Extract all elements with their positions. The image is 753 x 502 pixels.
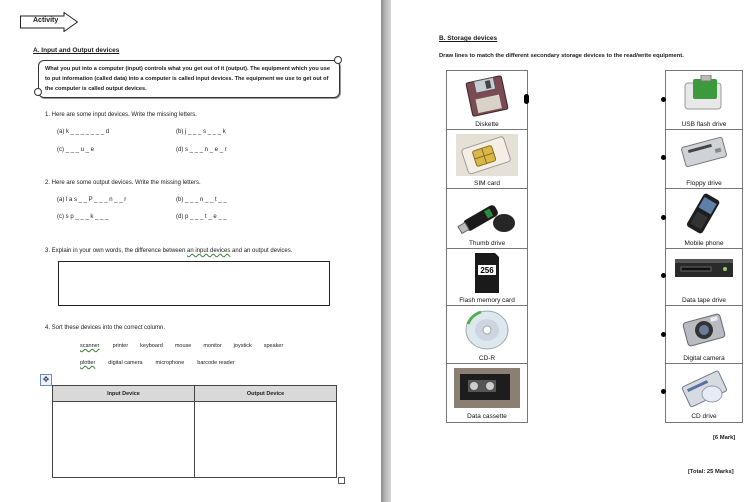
table-move-handle-icon[interactable]: ✥ xyxy=(40,374,52,386)
media-label: Thumb drive xyxy=(468,240,506,247)
q1-item-c: (c) _ _ _ u _ e xyxy=(57,147,95,153)
match-dot-data-tape-drive[interactable] xyxy=(661,273,666,278)
word-bank-item: barcode reader xyxy=(197,360,235,366)
question-1: 1. Here are some input devices. Write the missing letters. xyxy=(45,112,197,118)
scroll-curl-icon xyxy=(334,56,342,64)
media-label: Flash memory card xyxy=(459,297,515,304)
equipment-data-tape-drive xyxy=(665,248,743,307)
intro-scroll-box xyxy=(38,60,340,98)
media-diskette xyxy=(446,70,528,131)
q1-item-b: (b) j _ _ _ s _ _ _ k xyxy=(176,129,226,135)
equipment-cd-drive xyxy=(665,363,743,423)
usb-flash-drive-icon xyxy=(681,75,727,115)
match-dot-mobile-phone[interactable] xyxy=(661,215,666,220)
activity-arrow-label xyxy=(20,12,78,32)
page-gutter xyxy=(381,0,391,502)
equipment-label: CD drive xyxy=(691,413,717,420)
table-resize-handle[interactable] xyxy=(338,477,345,484)
digital-camera-icon xyxy=(679,310,729,350)
q2-item-d: (d) p _ _ _ t _ e _ _ xyxy=(176,214,227,220)
section-b-title: B. Storage devices xyxy=(439,35,498,42)
sort-devices-table xyxy=(52,385,337,478)
data-cassette-icon xyxy=(454,368,520,408)
thumb-drive-icon xyxy=(456,193,518,237)
word-bank-item: scanner xyxy=(80,343,100,349)
output-device-cell[interactable] xyxy=(195,402,337,478)
media-label: CD-R xyxy=(478,355,496,362)
q1-item-d: (d) s _ _ _ n _ e _ r xyxy=(176,147,227,153)
cd-disc-icon xyxy=(465,310,509,350)
word-bank-item: plotter xyxy=(80,360,96,366)
word-bank-item: mouse xyxy=(174,343,192,349)
word-bank-row-1 xyxy=(80,342,283,351)
equipment-label: USB flash drive xyxy=(681,121,727,128)
equipment-mobile-phone xyxy=(665,188,743,250)
media-thumb-drive xyxy=(446,188,528,250)
word-bank-row-2 xyxy=(80,359,235,368)
word-bank-item: keyboard xyxy=(140,343,163,349)
question-4: 4. Sort these devices into the correct column. xyxy=(45,325,166,331)
total-marks: [Total: 25 Marks] xyxy=(688,469,734,475)
q1-item-a: (a) k _ _ _ _ _ _ _ d xyxy=(57,129,110,135)
equipment-usb-flash-drive xyxy=(665,70,743,131)
q3-underlined-term: an input devices xyxy=(186,248,231,254)
header-input-device: Input Device xyxy=(53,386,195,402)
media-cd-r xyxy=(446,305,528,365)
diskette-icon xyxy=(461,75,513,117)
equipment-label: Mobile phone xyxy=(684,240,724,247)
memory-card-icon xyxy=(473,253,501,293)
equipment-label: Digital camera xyxy=(683,355,725,362)
sim-card-icon xyxy=(456,134,518,176)
match-dot-diskette[interactable] xyxy=(524,94,529,104)
word-bank-item: digital camera xyxy=(108,360,143,366)
section-marks: [6 Mark] xyxy=(713,435,736,441)
question-3: 3. Explain in your own words, the difference between an input devices and an output devices. xyxy=(45,248,293,254)
media-sim-card xyxy=(446,129,528,190)
equipment-label: Data tape drive xyxy=(681,297,727,304)
word-bank-item: speaker xyxy=(263,343,284,349)
worksheet-page-right xyxy=(391,0,753,502)
equipment-label: Floppy drive xyxy=(686,180,722,187)
match-dot-usb-flash-drive[interactable] xyxy=(661,97,666,102)
mobile-phone-icon xyxy=(682,193,726,235)
media-label: SIM card xyxy=(473,180,500,187)
match-dot-floppy-drive[interactable] xyxy=(661,155,666,160)
match-dot-digital-camera[interactable] xyxy=(661,332,666,337)
activity-label: Activity xyxy=(33,17,59,24)
section-a-title: A. Input and Output devices xyxy=(33,47,120,54)
word-bank-item: printer xyxy=(112,343,129,349)
media-data-cassette xyxy=(446,363,528,423)
equipment-floppy-drive xyxy=(665,129,743,190)
word-bank-item: microphone xyxy=(155,360,185,366)
svg-text:256: 256 xyxy=(480,266,494,275)
q2-item-a: (a) l a s _ _ P _ _ _ n _ _ r xyxy=(57,197,127,203)
media-label: Diskette xyxy=(475,121,499,128)
input-device-cell[interactable] xyxy=(53,402,195,478)
q2-item-c: (c) s p _ _ _ k _ _ _ xyxy=(57,214,109,220)
media-label: Data cassette xyxy=(467,413,507,420)
intro-text: What you put into a computer (input) controls what you get out of it (output). The equipment which you use to put information (called data) into a computer is called input devices. The equipment we use to get out of the computer is called output devices. xyxy=(45,66,330,92)
section-b-instruction: Draw lines to match the different secondary storage devices to the read/write equipment. xyxy=(439,53,684,59)
header-output-device: Output Device xyxy=(195,386,337,402)
media-flash-memory-card xyxy=(446,248,528,307)
scroll-curl-icon xyxy=(34,88,42,96)
word-bank-item: monitor xyxy=(203,343,222,349)
floppy-drive-icon xyxy=(679,134,729,170)
word-bank-item: joystick xyxy=(233,343,252,349)
tape-drive-icon xyxy=(673,253,735,283)
question-2: 2. Here are some output devices. Write the missing letters. xyxy=(45,180,201,186)
match-dot-cd-drive[interactable] xyxy=(661,389,666,394)
equipment-digital-camera xyxy=(665,305,743,365)
q2-item-b: (b) _ _ _ n _ _ t _ _ xyxy=(176,197,227,203)
cd-drive-icon xyxy=(680,368,728,408)
q3-answer-box[interactable] xyxy=(58,261,330,306)
